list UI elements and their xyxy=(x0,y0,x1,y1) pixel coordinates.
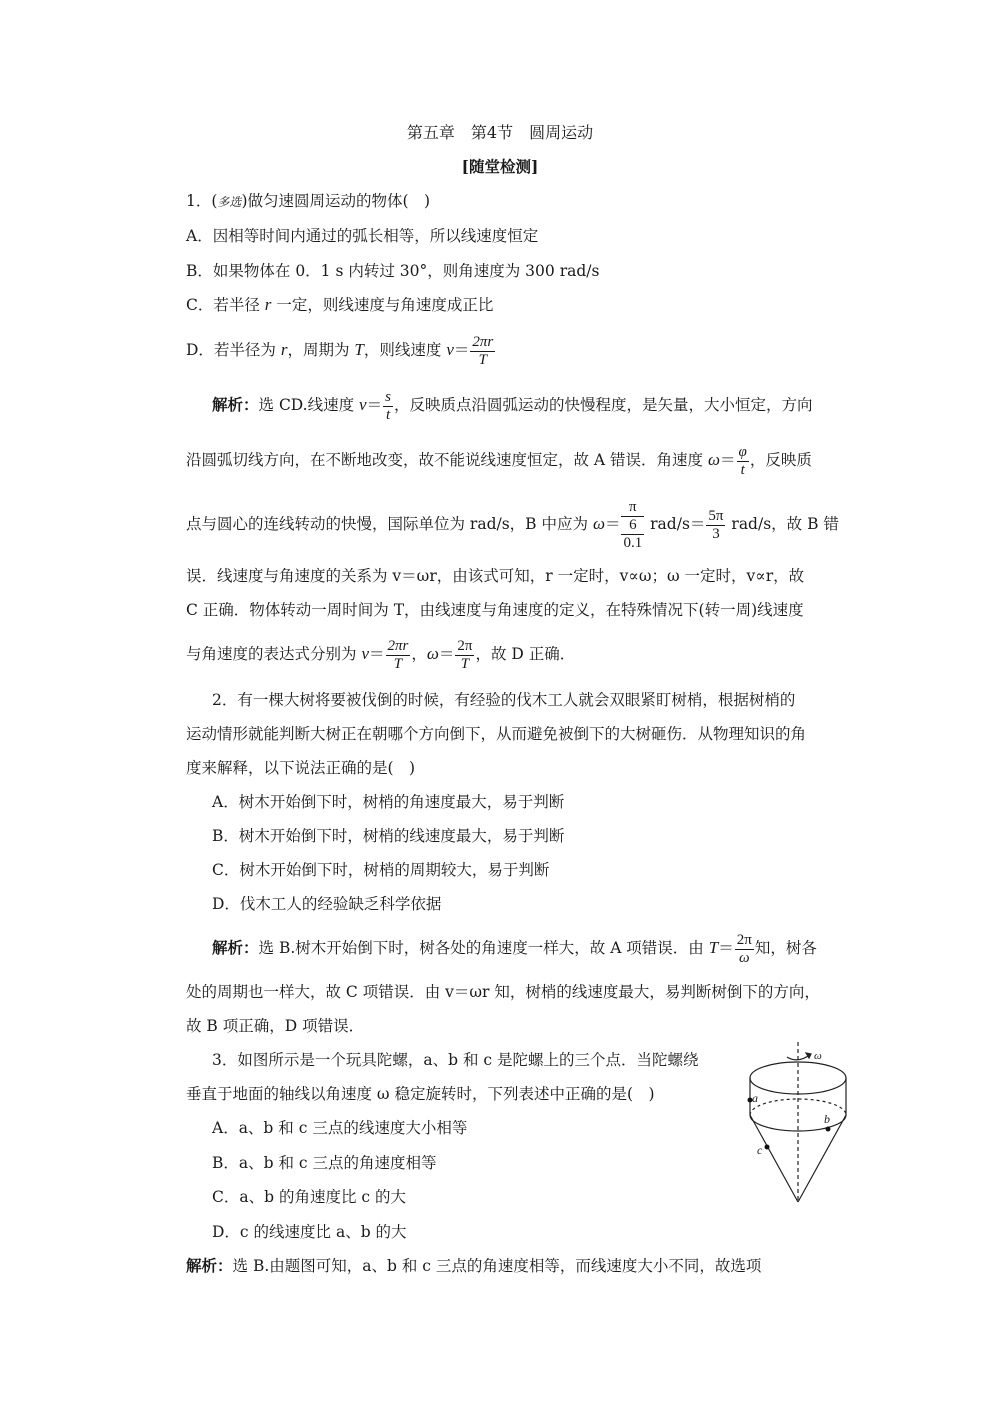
fraction xyxy=(735,932,754,967)
q3-stem-line-1: 3．如图所示是一个玩具陀螺，a、b 和 c 是陀螺上的三个点．当陀螺绕 xyxy=(212,1051,699,1069)
section-subtitle: [随堂检测] xyxy=(461,157,539,176)
chapter-title: 第五章 第4节 圆周运动 xyxy=(406,123,594,142)
q2-option-b: B．树木开始倒下时，树梢的线速度最大，易于判断 xyxy=(212,827,565,845)
math-var: ω xyxy=(426,644,439,663)
numerator-top: π xyxy=(621,499,644,517)
q3-option-c: C．a、b 的角速度比 c 的大 xyxy=(212,1188,406,1206)
numerator: s xyxy=(385,388,391,405)
text: 选 B.由题图可知，a、b 和 c 三点的角速度相等，而线速度大小不同，故选项 xyxy=(232,1257,762,1275)
q2-stem-line-1: 2．有一棵大树将要被伐倒的时候，有经验的伐木工人就会双眼紧盯树梢，根据树梢的 xyxy=(212,691,796,709)
fraction xyxy=(386,638,411,673)
math-var: v xyxy=(446,340,454,359)
label-c: c xyxy=(757,1143,763,1157)
numerator: 2πr xyxy=(472,333,494,350)
q2-stem-line-2: 运动情形就能判断大树正在朝哪个方向倒下，从而避免被倒下的大树砸伤．从物理知识的角 xyxy=(186,725,807,743)
q3-option-a: A．a、b 和 c 三点的线速度大小相等 xyxy=(212,1119,468,1137)
q1-option-d xyxy=(186,330,496,370)
numerator-bottom: 6 xyxy=(621,517,644,535)
fraction xyxy=(455,638,474,673)
point-c xyxy=(765,1145,770,1150)
q3-option-b: B．a、b 和 c 三点的角速度相等 xyxy=(212,1154,437,1172)
q1-analysis-line-5: C 正确．物体转动一周时间为 T，由线速度与角速度的定义，在特殊情况下(转一周)线速度 xyxy=(186,601,804,619)
q2-analysis-line-3: 故 B 项正确，D 项错误． xyxy=(186,1017,365,1035)
q3-option-d: D．c 的线速度比 a、b 的大 xyxy=(212,1223,407,1241)
denominator: t xyxy=(385,406,391,423)
text: ＝ xyxy=(720,451,736,469)
math-var: T xyxy=(708,938,719,957)
label-a: a xyxy=(752,1091,758,1105)
text: D．若半径为 xyxy=(186,341,281,359)
q1-number: 1．( xyxy=(186,192,218,210)
q1-analysis-line-3 xyxy=(186,494,839,554)
math-var: r xyxy=(264,295,272,314)
fraction xyxy=(383,389,393,424)
math-var: T xyxy=(354,340,364,359)
fraction xyxy=(470,334,495,369)
text: ，周期为 xyxy=(287,341,355,359)
q2-option-c: C．树木开始倒下时，树梢的周期较大，易于判断 xyxy=(212,861,550,879)
math-var: v xyxy=(361,644,369,663)
q3-stem-line-2: 垂直于地面的轴线以角速度 ω 稳定旋转时，下列表述中正确的是( ) xyxy=(186,1085,655,1103)
q1-option-b: B．如果物体在 0．1 s 内转过 30°，则角速度为 300 rad/s xyxy=(186,262,600,280)
text: ＝ xyxy=(438,645,455,663)
denominator: T xyxy=(393,655,403,672)
math-var: ω xyxy=(707,450,720,469)
denominator: 3 xyxy=(712,525,720,542)
math-var: ω xyxy=(592,514,605,533)
q1-analysis-line-1 xyxy=(212,385,812,425)
q1-stem xyxy=(186,191,430,212)
text: ＝ xyxy=(604,515,621,533)
text: 沿圆弧切线方向，在不断地改变，故不能说线速度恒定，故 A 错误．角速度 xyxy=(186,451,708,469)
text: ＝ xyxy=(368,645,385,663)
q1-stem-text: )做匀速圆周运动的物体( ) xyxy=(241,192,431,210)
label-omega: ω xyxy=(814,1050,822,1062)
denominator: T xyxy=(478,351,487,368)
denominator: 0.1 xyxy=(623,534,643,551)
q2-analysis-line-2: 处的周期也一样大，故 C 项错误．由 v＝ωr 知，树梢的线速度最大，易判断树倒下的方向， xyxy=(186,983,820,1001)
q3-analysis-line-1 xyxy=(186,1256,761,1276)
numerator: φ xyxy=(738,443,747,460)
point-b xyxy=(826,1127,831,1132)
numerator: 2πr xyxy=(387,637,409,654)
q1-multi-select-tag: 多选 xyxy=(217,195,242,209)
denominator: T xyxy=(460,655,470,672)
text: 与角速度的表达式分别为 xyxy=(186,645,362,663)
text: ＝ xyxy=(453,341,470,359)
math-var: v xyxy=(359,395,367,414)
analysis-label: 解析： xyxy=(212,938,259,957)
analysis-label: 解析： xyxy=(212,395,259,414)
q1-option-a: A．因相等时间内通过的弧长相等，所以线速度恒定 xyxy=(186,227,539,245)
q2-option-a: A．树木开始倒下时，树梢的角速度最大，易于判断 xyxy=(212,793,565,811)
q2-option-d: D．伐木工人的经验缺乏科学依据 xyxy=(212,895,442,913)
q1-option-c xyxy=(186,295,493,315)
denominator: ω xyxy=(738,949,750,966)
numerator: 5π xyxy=(708,507,724,524)
cone-left xyxy=(750,1115,798,1202)
text: ，反映质 xyxy=(749,451,812,469)
text: ，故 D 正确． xyxy=(475,645,576,663)
text: ＝ xyxy=(718,939,734,957)
q2-analysis-line-1 xyxy=(212,928,817,968)
label-b: b xyxy=(824,1112,830,1126)
cone-right xyxy=(798,1115,846,1202)
text: ，反映质点沿圆弧运动的快慢程度，是矢量，大小恒定，方向 xyxy=(393,396,813,414)
math-var: r xyxy=(280,340,288,359)
text: ， xyxy=(411,645,427,663)
spinning-top-figure xyxy=(735,1040,875,1215)
text: 点与圆心的连线转动的快慢，国际单位为 rad/s，B 中应为 xyxy=(186,515,593,533)
fraction xyxy=(706,508,725,543)
analysis-label: 解析： xyxy=(186,1256,233,1275)
text: rad/s，故 B 错 xyxy=(726,515,839,533)
text: ＝ xyxy=(366,396,383,414)
text: 一定，则线速度与角速度成正比 xyxy=(271,296,494,314)
text: C．若半径 xyxy=(186,296,265,314)
text: 选 B.树木开始倒下时，树各处的角速度一样大，故 A 项错误．由 xyxy=(258,939,709,957)
q2-stem-line-3: 度来解释，以下说法正确的是( ) xyxy=(186,759,416,777)
q1-analysis-line-2 xyxy=(186,440,812,480)
q1-analysis-line-6 xyxy=(186,634,575,674)
text: 选 CD.线速度 xyxy=(258,396,360,414)
numerator: 2π xyxy=(736,931,752,948)
q1-analysis-line-4: 误．线速度与角速度的关系为 v＝ωr，由该式可知，r 一定时，v∝ω；ω 一定时，v∝r，故 xyxy=(186,567,805,585)
text: rad/s＝ xyxy=(645,515,706,533)
text: ，则线速度 xyxy=(363,341,447,359)
text: 知，树各 xyxy=(754,939,817,957)
compound-fraction xyxy=(621,499,644,552)
fraction xyxy=(737,444,749,479)
denominator: t xyxy=(740,461,745,478)
numerator: 2π xyxy=(457,637,473,654)
